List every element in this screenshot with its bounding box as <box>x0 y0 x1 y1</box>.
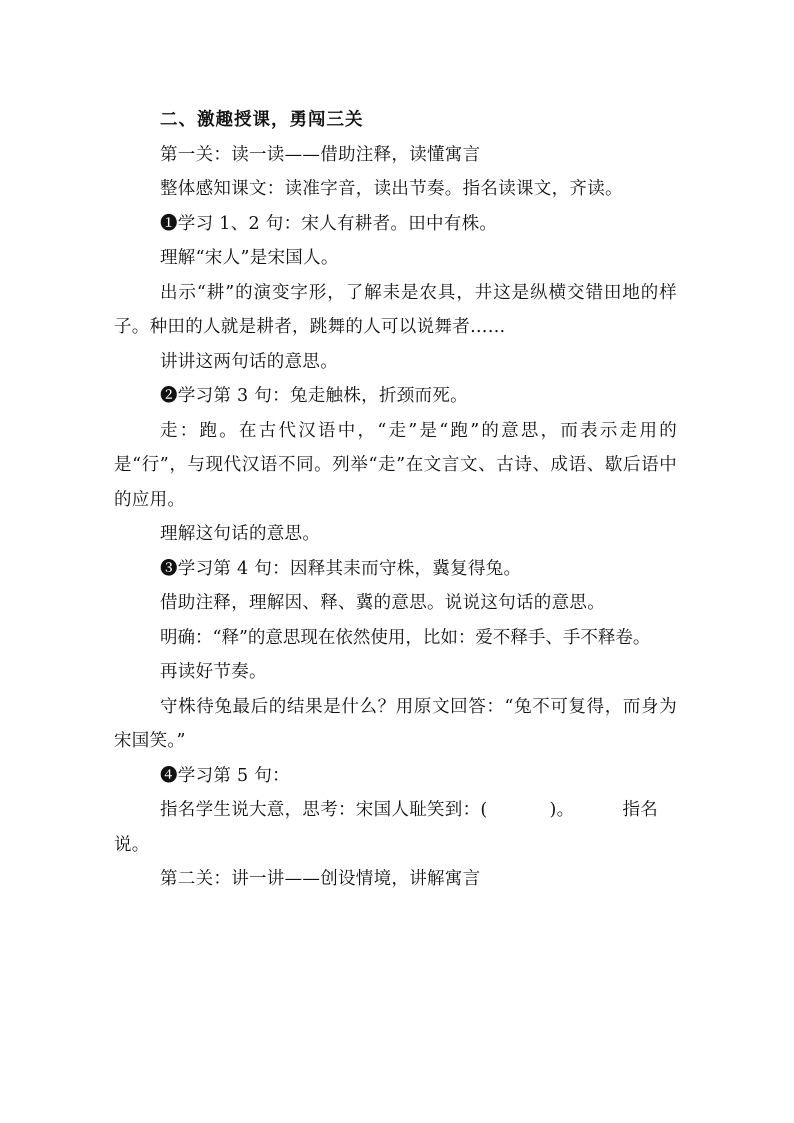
study3-reread: 再读好节奏。 <box>160 662 267 682</box>
study4-prompt-end: )。 <box>549 800 575 820</box>
study4-prompt <box>114 793 677 862</box>
study2-zou-paragraph: 走：跑。在古代汉语中，“走”是“跑”的意思，而表示走用的是“行”，与现代汉语不同。列举“走”在文言文、古诗、成语、歇后语中的应用。 <box>114 420 677 510</box>
study1-geng-paragraph: 出示“耕”的演变字形，了解耒是农具，井这是纵横交错田地的样子。种田的人就是耕者，跳舞的人可以说舞者…… <box>114 282 677 337</box>
level2-title: 第二关：讲一讲——创设情境，讲解寓言 <box>160 869 481 889</box>
study1-title: ❶学习 1、2 句：宋人有耕者。田中有株。 <box>160 213 498 234</box>
section-heading: 二、激趣授课，勇闯三关 <box>160 110 364 130</box>
study2-title: ❷学习第 3 句：兔走触株，折颈而死。 <box>160 386 468 406</box>
study2-understand: 理解这句话的意思。 <box>160 524 321 544</box>
study4-prompt-start: 指名学生说大意，思考：宋国人耻笑到：( <box>160 800 488 820</box>
study3-title: ❸学习第 4 句：因释其耒而守株，冀复得兔。 <box>160 558 522 579</box>
study3-clarify: 明确：“释”的意思现在依然使用，比如：爱不释手、手不释卷。 <box>160 627 651 648</box>
study4-title: ❹学习第 5 句： <box>160 765 290 786</box>
study1-understand: 理解“宋人”是宋国人。 <box>160 248 339 268</box>
study3-notes: 借助注释，理解因、释、冀的意思。说说这句话的意思。 <box>160 593 605 613</box>
study1-explain: 讲讲这两句话的意思。 <box>160 351 338 372</box>
study4-prompt-call: 指名说。 <box>114 800 659 855</box>
level1-title: 第一关：读一读——借助注释，读懂寓言 <box>160 144 481 165</box>
document-body <box>114 103 677 897</box>
overall-perception: 整体感知课文：读准字音，读出节奏。指名读课文，齐读。 <box>160 179 623 199</box>
study3-question: 守株待兔最后的结果是什么？用原文回答：“兔不可复得，而身为宋国笑。” <box>114 696 677 751</box>
